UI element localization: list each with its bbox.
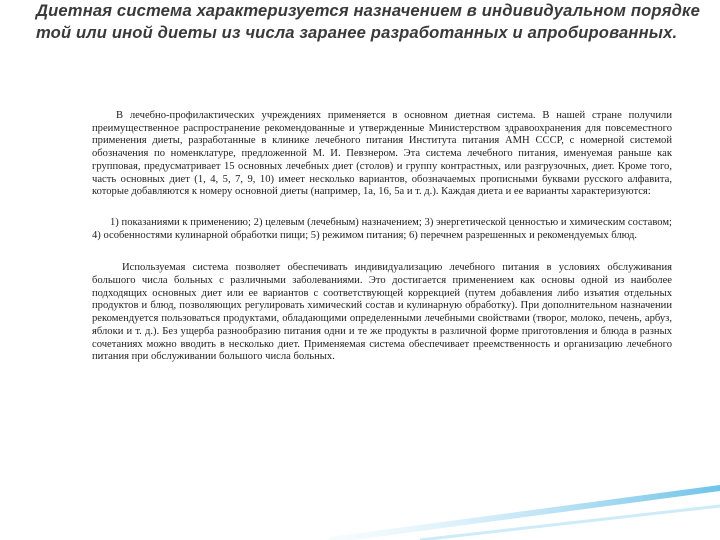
- paragraph-characteristics: 1) показаниями к применению; 2) целевым (лечебным) назначением; 3) энергетической ценностью и химическим составом; 4) особенностями кулинарной обработки пищи; 5) режимом питания; 6) перечнем разрешенных и рекомендуемых блюд.: [92, 216, 672, 241]
- slide-title: Диетная система характеризуется назначением в индивидуальном порядке той или иной диеты из числа заранее разработанных и апробированных.: [36, 1, 700, 42]
- body-text: [92, 110, 672, 364]
- paragraph-intro: В лечебно-профилактических учреждениях применяется в основном диетная система. В нашей стране получили преимущественное распространение рекомендованные и утвержденные Министерством здравоохранения для повсеместного применения диеты, разработанные в клинике лечебного питания Института питания АМН СССР, с номерной системой обозначения по номенклатуре, предложенной М. И. Певзнером. Эта система лечебного питания, именуемая раньше как групповая, предусматривает 15 основных лечебных диет (столов) и группу контрастных, или разгрузочных, диет. Кроме того, часть основных диет (1, 4, 5, 7, 9, 10) имеет несколько вариантов, обозначаемых прописными буквами русского алфавита, которые добавляются к номеру основной диеты (например, 1а, 16, 5а и т. д.). Каждая диета и ее варианты характеризуются:: [92, 110, 672, 198]
- paragraph-system-usage: Используемая система позволяет обеспечивать индивидуализацию лечебного питания в условиях обслуживания большого числа больных с различными заболеваниями. Это достигается применением как основы одной из наиболее подходящих основных диет или ее вариантов с соответствующей коррекцией (путем добавления либо изъятия отдельных продуктов и блюд, позволяющих регулировать химический состав и кулинарную обработку). При дополнительном назначении рекомендуется пользоваться продуктами, обладающими определенными лечебными свойствами (творог, молоко, печень, арбуз, яблоки и т. д.). Без ущерба разнообразию питания одни и те же продукты в различной форме приготовления и блюда в разных сочетаниях можно вводить в несколько диет. Применяемая система обеспечивает преемственность и организацию лечебного питания при обслуживании большого числа больных.: [92, 262, 672, 363]
